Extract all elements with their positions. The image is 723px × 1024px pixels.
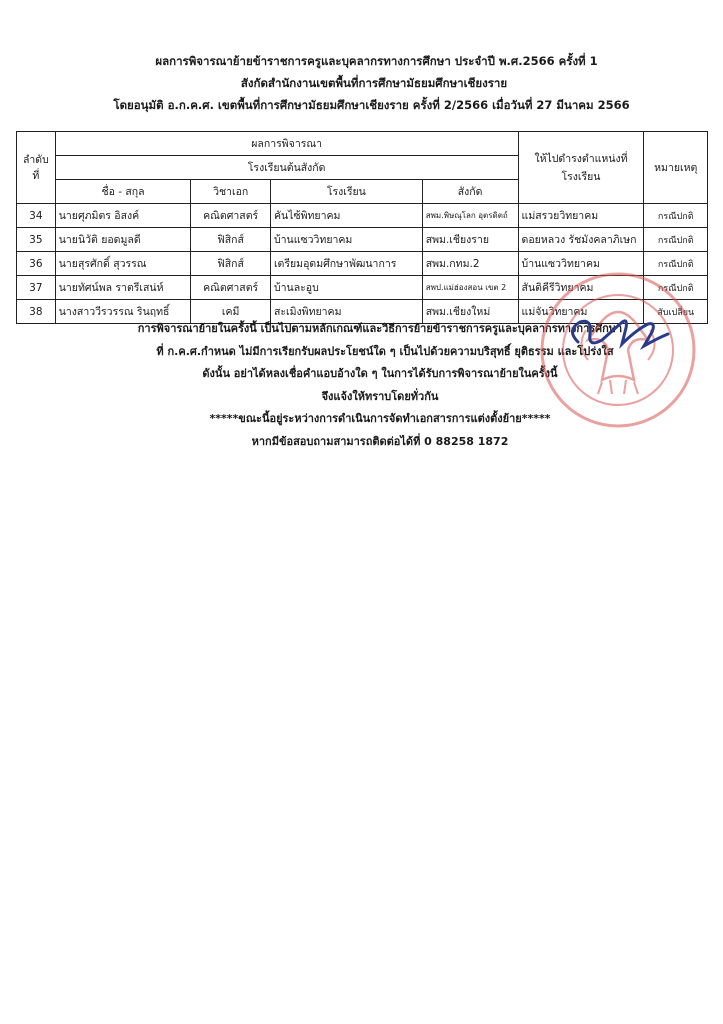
header-name: ชื่อ - สกุล	[55, 180, 191, 204]
row-remark: กรณีปกติ	[644, 252, 708, 276]
announcement-line-2: ที่ ก.ค.ศ.กำหนด ไม่มีการเรียกรับผลประโยชน์ใด ๆ เป็นไปด้วยความบริสุทธิ์ ยุติธรรม และโปร่งใส	[156, 344, 614, 358]
row-destination: สันติคีรีวิทยาคม	[518, 276, 644, 300]
row-major: คณิตศาสตร์	[191, 204, 271, 228]
row-no: 38	[17, 300, 56, 324]
row-destination: แม่จันวิทยาคม	[518, 300, 644, 324]
row-school: บ้านละอูบ	[270, 276, 422, 300]
official-seal-stamp	[536, 268, 701, 433]
document-header	[0, 50, 723, 116]
row-remark: สับเปลี่ยน	[644, 300, 708, 324]
header-school: โรงเรียน	[270, 180, 422, 204]
row-name: นางสาววีรวรรณ รินฤทธิ์	[55, 300, 191, 324]
row-affiliation: สพม.เชียงใหม่	[422, 300, 518, 324]
header-no: ลำดับที่	[17, 132, 56, 204]
row-destination: แม่สรวยวิทยาคม	[518, 204, 644, 228]
row-name: นายศุภมิตร อิสงค์	[55, 204, 191, 228]
header-remark: หมายเหตุ	[644, 132, 708, 204]
row-major: ฟิสิกส์	[191, 252, 271, 276]
row-no: 37	[17, 276, 56, 300]
row-affiliation: สพม.กทม.2	[422, 252, 518, 276]
row-name: นายนิวัติ ยอดมูลดี	[55, 228, 191, 252]
header-affiliation: สังกัด	[422, 180, 518, 204]
row-affiliation: สพม.พิษณุโลก อุตรดิตถ์	[422, 204, 518, 228]
announcement-line-5: *****ขณะนี้อยู่ระหว่างการดำเนินการจัดทำเอกสารการแต่งตั้งย้าย*****	[209, 412, 551, 425]
row-name: นายทัศน์พล ราตรีเสน่ห์	[55, 276, 191, 300]
row-no: 34	[17, 204, 56, 228]
contact-line: หากมีข้อสอบถามสามารถติดต่อได้ที่ 0 88258 1872	[251, 434, 509, 448]
header-title: ผลการพิจารณาย้ายข้าราชการครูและบุคลากรทางการศึกษา ประจำปี พ.ศ.2566 ครั้งที่ 1	[155, 54, 598, 68]
signature-icon	[572, 321, 668, 346]
row-destination: ดอยหลวง รัชมังคลาภิเษก	[518, 228, 644, 252]
row-no: 36	[17, 252, 56, 276]
row-school: เตรียมอุดมศึกษาพัฒนาการ	[270, 252, 422, 276]
row-school: บ้านแซววิทยาคม	[270, 228, 422, 252]
announcement-line-3: ดังนั้น อย่าได้หลงเชื่อคำแอบอ้างใด ๆ ในการได้รับการพิจารณาย้ายในครั้งนี้	[202, 367, 558, 380]
row-remark: กรณีปกติ	[644, 228, 708, 252]
row-name: นายสุรศักดิ์ สุวรรณ	[55, 252, 191, 276]
row-major: คณิตศาสตร์	[191, 276, 271, 300]
announcement-line-4: จึงแจ้งให้ทราบโดยทั่วกัน	[321, 389, 439, 403]
table-row	[17, 204, 708, 228]
header-result: ผลการพิจารณา	[55, 132, 518, 156]
header-agency: สังกัดสำนักงานเขตพื้นที่การศึกษามัธยมศึกษาเชียงราย	[240, 76, 508, 90]
header-approval: โดยอนุมัติ อ.ก.ค.ศ. เขตพื้นที่การศึกษามัธยมศึกษาเชียงราย ครั้งที่ 2/2566 เมื่อวันที่ 27 มีนาคม 2566	[113, 98, 630, 112]
row-school: สะเมิงพิทยาคม	[270, 300, 422, 324]
row-destination: บ้านแซววิทยาคม	[518, 252, 644, 276]
row-major: เคมี	[191, 300, 271, 324]
row-school: คันไซ้พิทยาคม	[270, 204, 422, 228]
row-affiliation: สพม.เชียงราย	[422, 228, 518, 252]
header-major: วิชาเอก	[191, 180, 271, 204]
table-row	[17, 228, 708, 252]
garuda-emblem-icon	[588, 312, 648, 380]
announcement-line-1: การพิจารณาย้ายในครั้งนี้ เป็นไปตามหลักเกณฑ์และวิธีการย้ายข้าราชการครูและบุคลากรทางการศึกษา	[137, 322, 623, 335]
row-no: 35	[17, 228, 56, 252]
row-major: ฟิสิกส์	[191, 228, 271, 252]
row-remark: กรณีปกติ	[644, 276, 708, 300]
header-origin-school: โรงเรียนต้นสังกัด	[55, 156, 518, 180]
row-affiliation: สพป.แม่ฮ่องสอน เขต 2	[422, 276, 518, 300]
row-remark: กรณีปกติ	[644, 204, 708, 228]
header-destination: ให้ไปดำรงตำแหน่งที่โรงเรียน	[518, 132, 644, 204]
